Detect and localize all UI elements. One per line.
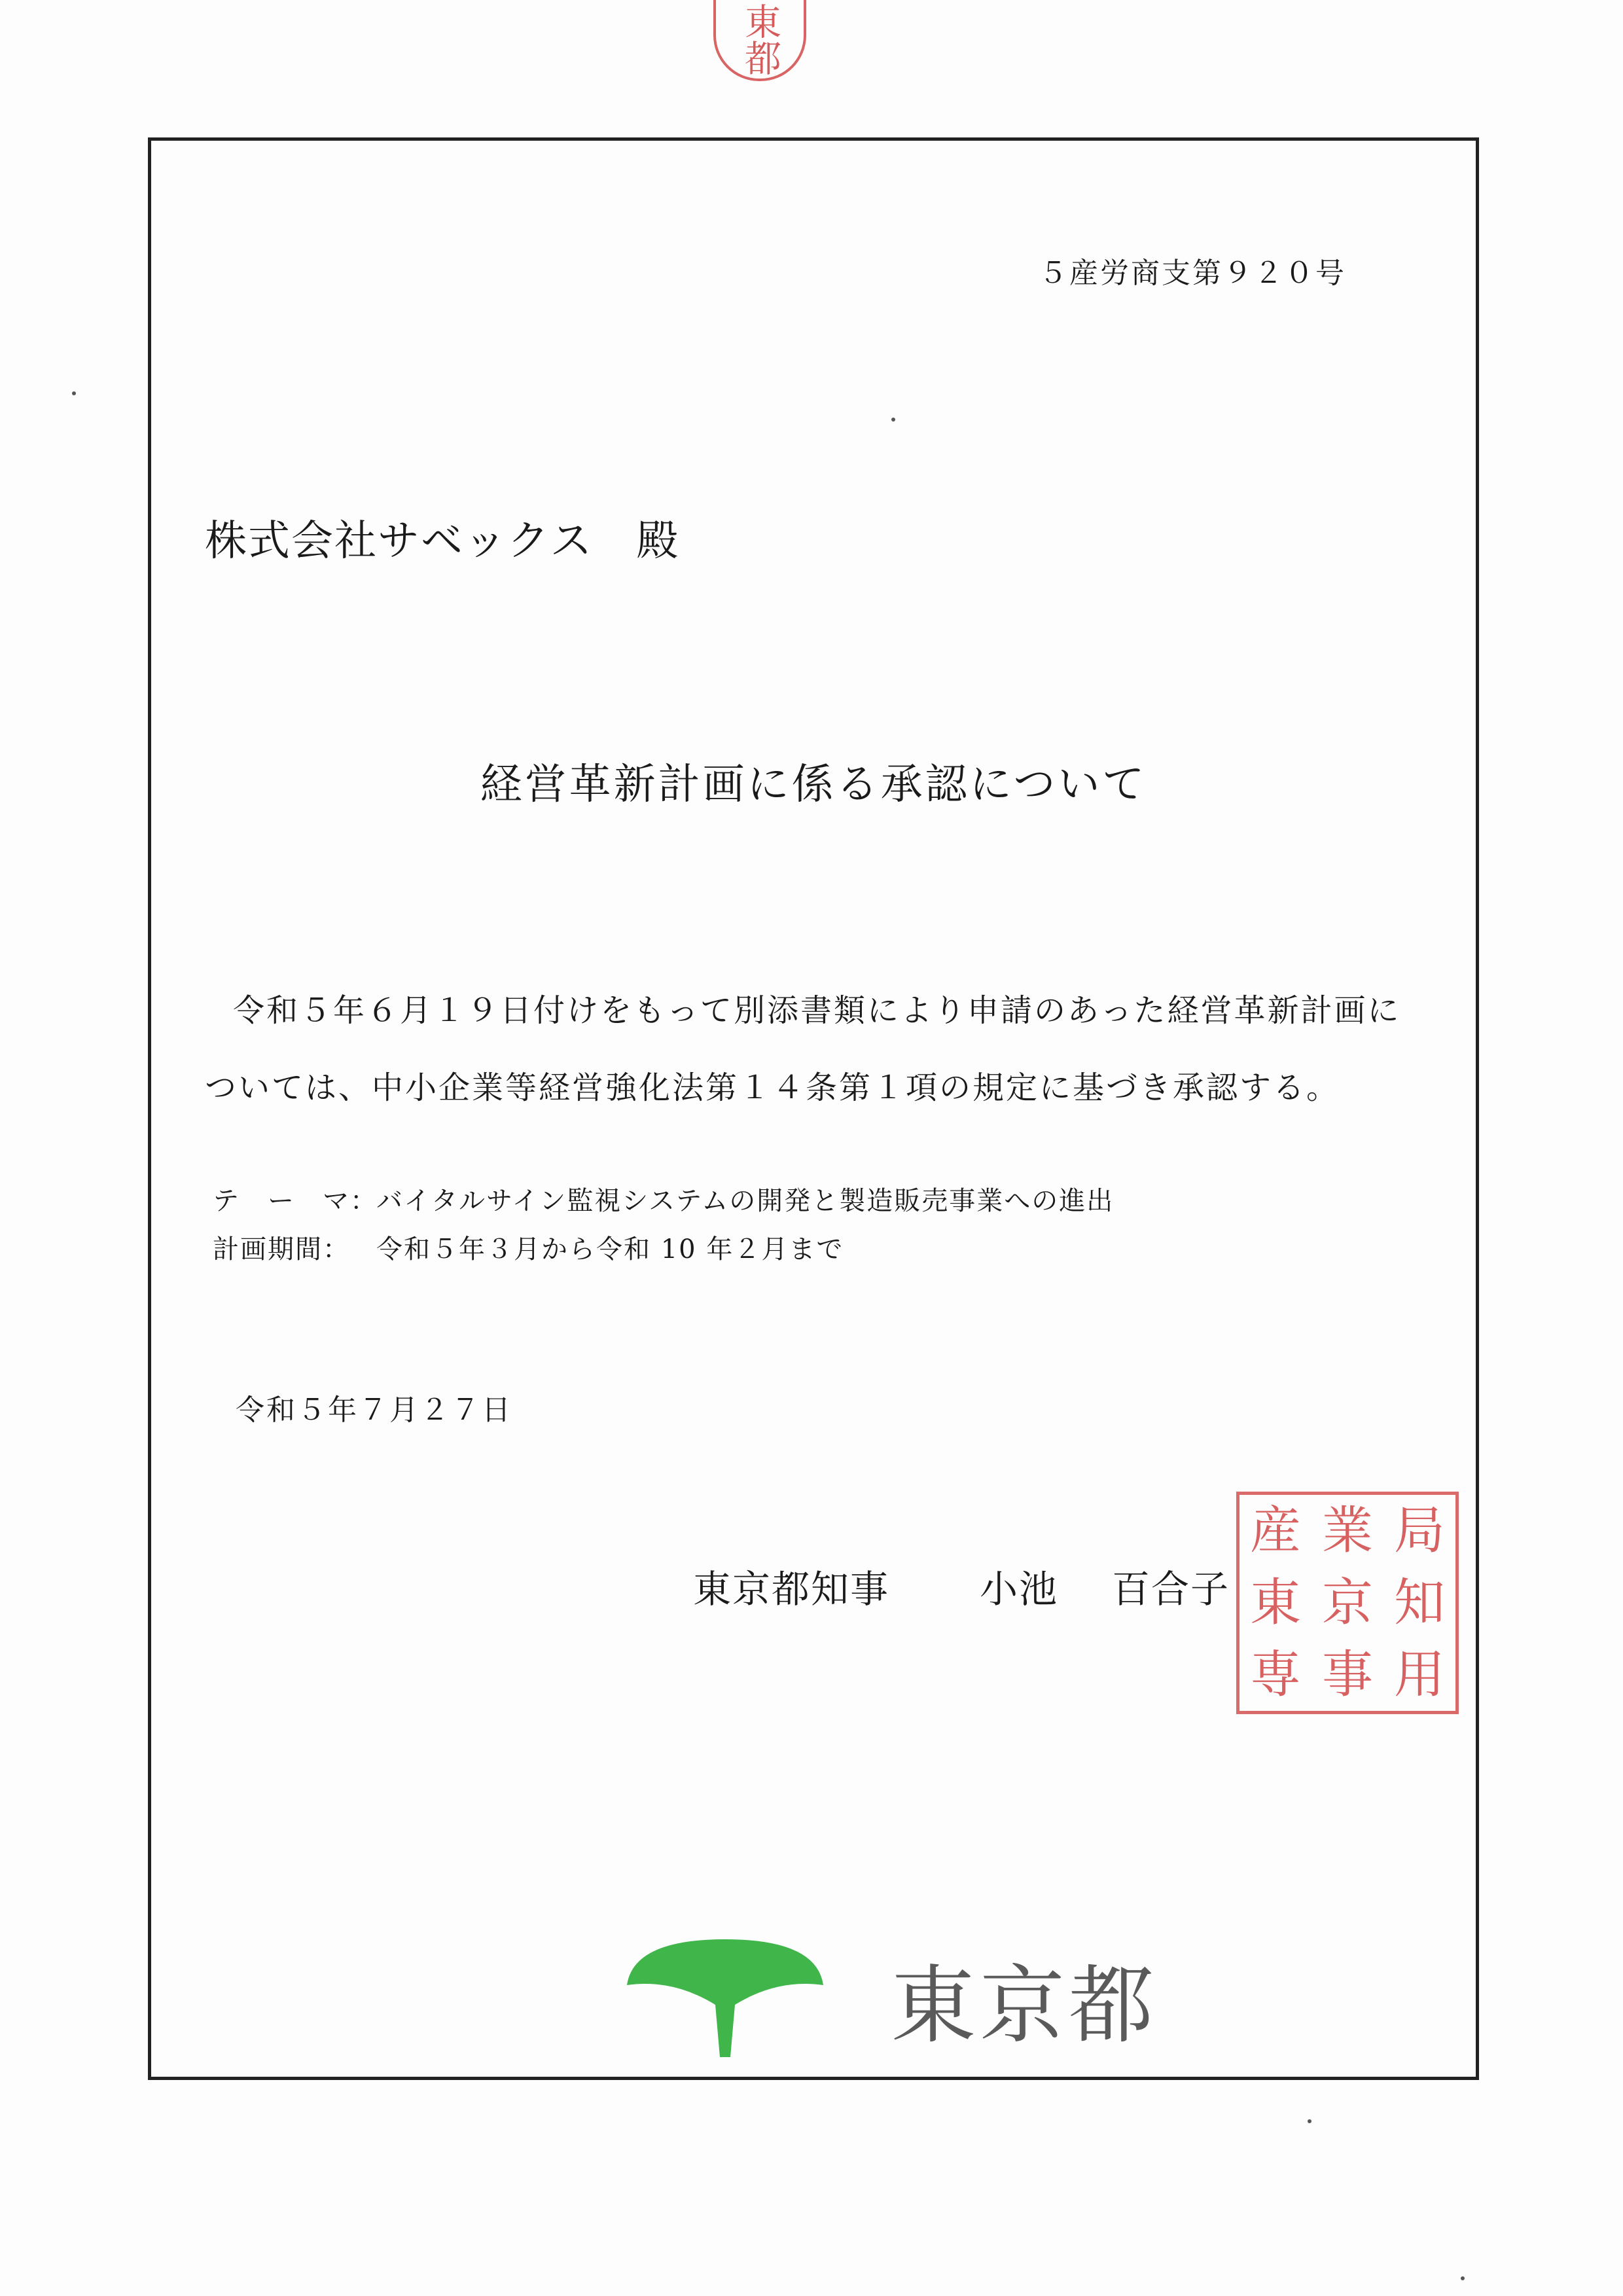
document-number: ５産労商支第９２０号 [1039, 257, 1346, 290]
theme-row [213, 1180, 1114, 1217]
theme-value: バイタルサイン監視システムの開発と製造販売事業への進出 [376, 1186, 1115, 1216]
top-stamp-seal-text: 東都 [739, 3, 781, 76]
issuer-signature [693, 1558, 1230, 1613]
tokyo-logo-text: 東京都 [891, 1956, 1158, 2055]
issuer-title: 東京都知事 [693, 1567, 890, 1611]
top-stamp-seal [713, 0, 806, 81]
body-line-2: ついては、中小企業等経営強化法第１４条第１項の規定に基づき承認する。 [205, 1069, 1340, 1106]
seal-char: 用 [1393, 1645, 1445, 1704]
period-label: 計画期間： [213, 1234, 350, 1265]
seal-char: 東 [1249, 1573, 1301, 1632]
issue-date: 令和５年７月２７日 [236, 1393, 512, 1427]
seal-char: 産 [1249, 1501, 1301, 1560]
scan-speck [1461, 2276, 1465, 2280]
body-line-1: 令和５年６月１９日付けをもって別添書類により申請のあった経営革新計画に [233, 992, 1401, 1029]
period-value: 令和５年３月から令和 10 年２月まで [376, 1234, 844, 1265]
seal-char: 専 [1249, 1645, 1301, 1704]
seal-char: 事 [1321, 1645, 1373, 1704]
seal-char: 京 [1321, 1573, 1373, 1632]
seal-char: 知 [1393, 1573, 1445, 1632]
document-title: 経営革新計画に係る承認について [480, 761, 1147, 809]
tokyo-ginkgo-logo-icon [620, 1933, 830, 2064]
period-row [213, 1229, 844, 1266]
seal-char: 局 [1393, 1501, 1445, 1560]
scan-speck [891, 418, 895, 422]
scan-speck [1308, 2119, 1311, 2123]
recipient: 株式会社サベックス 殿 [205, 517, 680, 565]
issuer-surname: 小池 [980, 1567, 1059, 1611]
issuer-given-name: 百合子 [1112, 1567, 1230, 1611]
theme-label: テ ー マ： [213, 1186, 378, 1216]
document-frame [148, 137, 1479, 2080]
governor-official-seal [1236, 1492, 1459, 1714]
seal-char: 業 [1321, 1501, 1373, 1560]
scan-speck [72, 391, 76, 395]
